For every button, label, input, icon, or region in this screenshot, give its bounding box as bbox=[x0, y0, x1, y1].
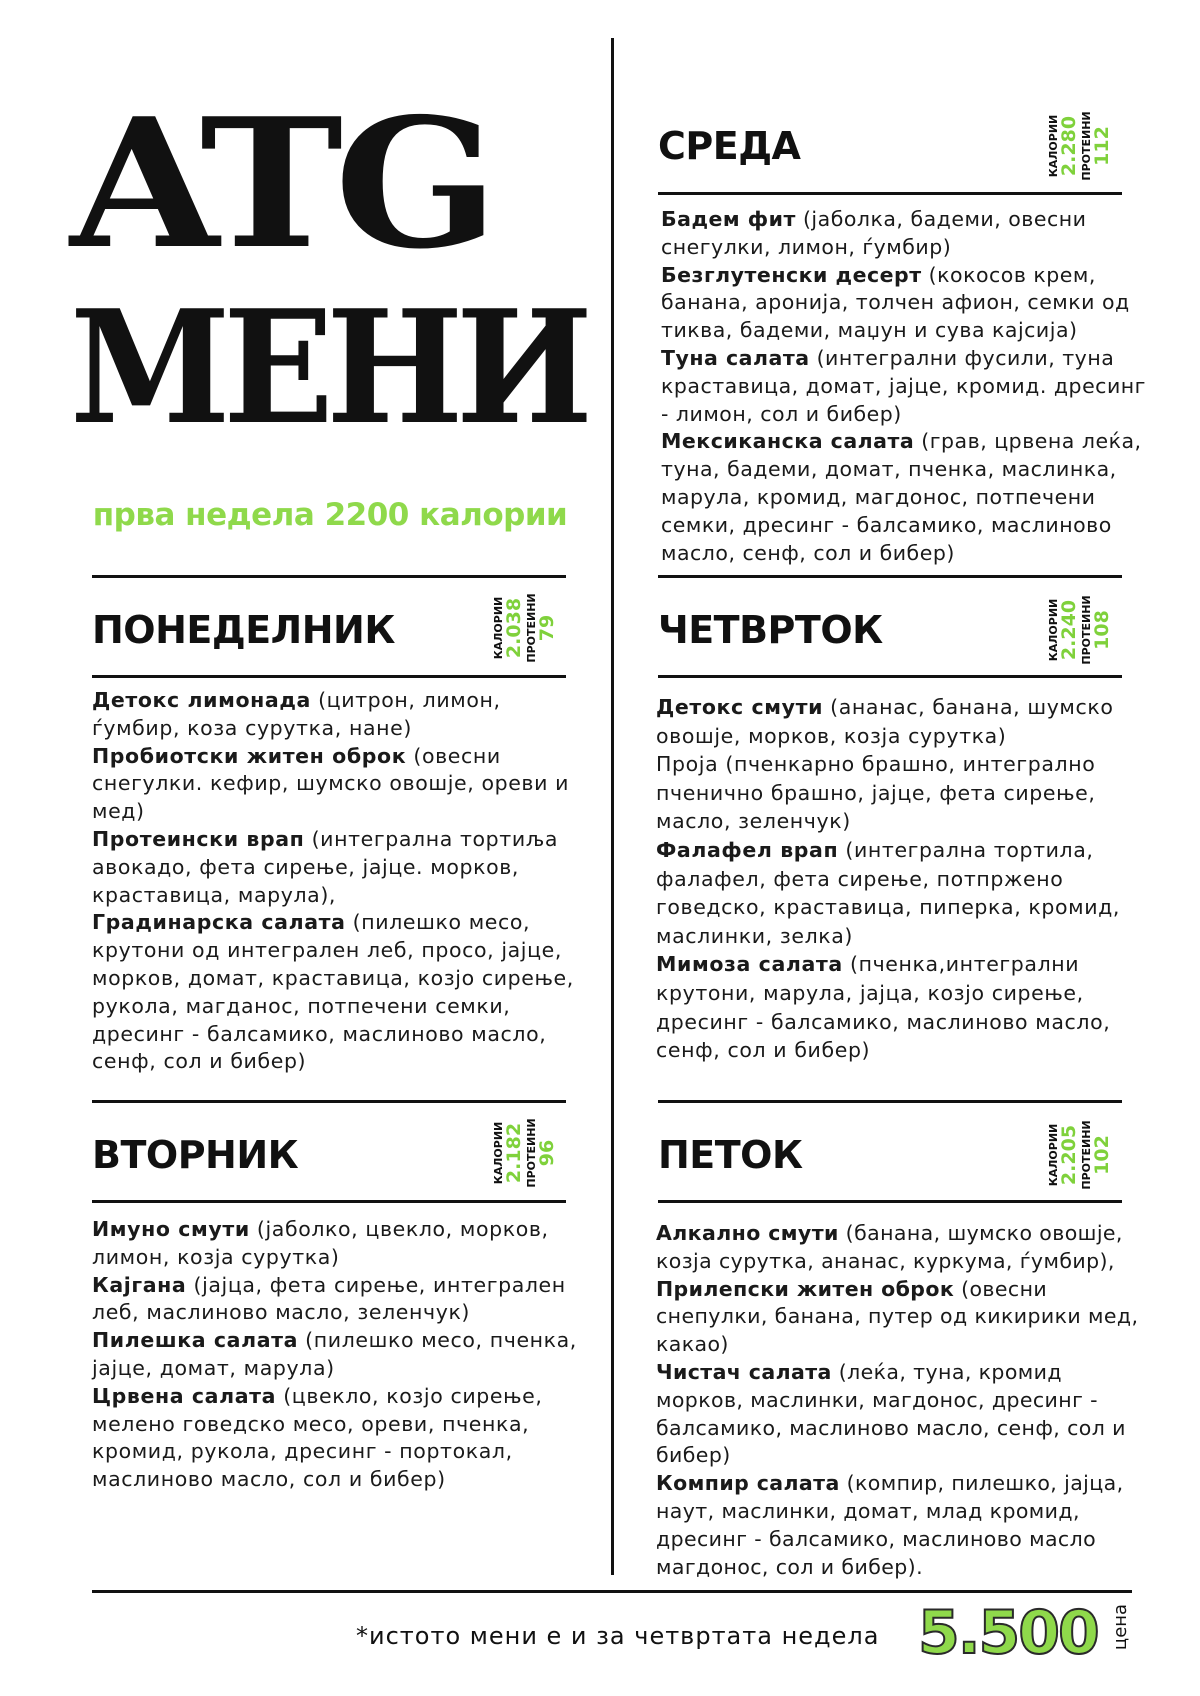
protein-label: ПРОТЕИНИ bbox=[525, 593, 538, 663]
thursday-protein: 108 bbox=[1091, 610, 1113, 650]
monday-calories: 2.038 bbox=[503, 597, 525, 659]
calories-label: КАЛОРИИ bbox=[1047, 114, 1060, 178]
wednesday-title: СРЕДА bbox=[658, 124, 801, 168]
tuesday-title: ВТОРНИК bbox=[92, 1133, 299, 1177]
price: 5.500 bbox=[918, 1598, 1098, 1668]
monday-protein: 79 bbox=[536, 614, 558, 642]
meal-name: Мексиканска салата bbox=[661, 429, 915, 454]
meal-name: Протеински врап bbox=[92, 826, 305, 851]
meal-ingredients: (грав, црвена леќа, туна, бадеми, домат, пченка, маслинка, марула, кромид, магдонос, потпечени семки, дресинг - балсамико, маслиново масло, сенф, сол и бибер) bbox=[661, 429, 1142, 565]
protein-label: ПРОТЕИНИ bbox=[1080, 595, 1093, 665]
friday-calories: 2.205 bbox=[1058, 1124, 1080, 1186]
thursday-bottom-rule bbox=[658, 675, 1122, 678]
meal-ingredients: (интегрална тортила, фалафел, фета сирење, потпржено говедско, краставица, пиперка, кромид, маслинки, зелка) bbox=[656, 837, 1121, 948]
meal-name: Мимоза салата bbox=[656, 952, 843, 977]
menu-title-atg: ATG bbox=[70, 79, 490, 288]
friday-protein: 102 bbox=[1091, 1135, 1113, 1175]
meal-ingredients: (овесни снегулки. кефир, шумско овошје, ореви и мед) bbox=[92, 743, 570, 824]
meal-name: Кајгана bbox=[92, 1272, 187, 1297]
meal-ingredients: (кокосов крем, банана, аронија, толчен афион, семки од тиква, бадеми, маџун и сува кајсија) bbox=[661, 262, 1130, 343]
meal-ingredients: (јаболко, цвекло, морков, лимон, козја сурутка) bbox=[92, 1217, 549, 1269]
tuesday-calories: 2.182 bbox=[503, 1122, 525, 1184]
meal-ingredients: (леќа, туна, кромид морков, маслинки, магдонос, дресинг - балсамико, маслиново масло, сенф, сол и бибер) bbox=[656, 1359, 1126, 1468]
meal-name: Бадем фит bbox=[661, 207, 796, 231]
friday-title: ПЕТОК bbox=[658, 1133, 803, 1177]
meal-name: Пилешка салата bbox=[92, 1328, 299, 1353]
meal-name: Алкално смути bbox=[656, 1221, 839, 1245]
tuesday-stats-protein bbox=[526, 1103, 566, 1203]
meal-name: Детокс лимонада bbox=[92, 688, 311, 712]
meal-ingredients: (пченка,интегрални крутони, марула, јајца, козјо сирење, дресинг - балсамико, маслиново масло, сенф, сол и бибер) bbox=[656, 952, 1111, 1063]
meal-ingredients: (пилешко месо, пченка, јајце, домат, марула) bbox=[92, 1328, 577, 1380]
meal-ingredients: (интегрална тортиља авокадо, фета сирење, јајце. морков, краставица, марула), bbox=[92, 826, 559, 907]
menu-title-meni: МЕНИ bbox=[70, 276, 586, 459]
monday-meals bbox=[92, 687, 592, 1076]
column-divider bbox=[611, 38, 614, 1575]
meal-name: Компир салата bbox=[656, 1471, 840, 1496]
thursday-meals bbox=[656, 693, 1156, 1065]
friday-stats-protein bbox=[1081, 1105, 1121, 1205]
wednesday-bottom-rule bbox=[658, 192, 1122, 195]
tuesday-bottom-rule bbox=[92, 1200, 566, 1203]
calories-label: КАЛОРИИ bbox=[492, 1121, 505, 1185]
footer-rule bbox=[92, 1590, 1132, 1593]
meal-ingredients: (ананас, банана, шумско овошје, морков, козја сурутка) bbox=[656, 695, 1114, 748]
protein-label: ПРОТЕИНИ bbox=[1080, 111, 1093, 181]
meal-name: Фалафел врап bbox=[656, 837, 839, 862]
meal-name: Прилепски житен оброк bbox=[656, 1276, 955, 1301]
thursday-top-rule bbox=[658, 575, 1122, 578]
meal-ingredients: (цитрон, лимон, ѓумбир, коза сурутка, нане) bbox=[92, 688, 501, 740]
meal-name: Проја bbox=[656, 752, 719, 777]
meal-ingredients: (цвекло, козјо сирење, мелено говедско месо, ореви, пченка, кромид, рукола, дресинг - портокал, маслиново масло, сол и бибер) bbox=[92, 1383, 543, 1492]
friday-meals bbox=[656, 1220, 1156, 1581]
monday-title: ПОНЕДЕЛНИК bbox=[92, 608, 395, 652]
meal-name: Пробиотски житен оброк bbox=[92, 743, 407, 768]
tuesday-protein: 96 bbox=[536, 1139, 558, 1167]
footer-note: *истото мени е и за четвртата недела bbox=[356, 1622, 880, 1650]
calories-label: КАЛОРИИ bbox=[1047, 598, 1060, 662]
menu-subtitle: прва недела 2200 калории bbox=[92, 497, 568, 533]
monday-bottom-rule bbox=[92, 675, 566, 678]
meal-name: Детокс смути bbox=[656, 695, 824, 719]
wednesday-meals bbox=[661, 206, 1151, 567]
thursday-calories: 2.240 bbox=[1058, 599, 1080, 661]
meal-name: Туна салата bbox=[661, 345, 810, 370]
tuesday-meals bbox=[92, 1216, 597, 1494]
meal-ingredients: (овесни снепулки, банана, путер од кикирики мед, какао) bbox=[656, 1276, 1139, 1357]
friday-bottom-rule bbox=[658, 1200, 1122, 1203]
meal-name: Црвена салата bbox=[92, 1383, 277, 1408]
meal-ingredients: (интегрални фусили, туна краставица, домат, јајце, кромид. дресинг - лимон, сол и бибер) bbox=[661, 345, 1146, 426]
thursday-title: ЧЕТВРТОК bbox=[658, 608, 883, 652]
meal-ingredients: (банана, шумско овошје, козја сурутка, ананас, куркума, ѓумбир), bbox=[656, 1221, 1123, 1273]
meal-name: Градинарска салата bbox=[92, 910, 346, 935]
meal-ingredients: (јајца, фета сирење, интегрален леб, маслиново масло, зеленчук) bbox=[92, 1272, 566, 1325]
wednesday-stats-protein bbox=[1081, 96, 1121, 196]
protein-label: ПРОТЕИНИ bbox=[525, 1118, 538, 1188]
meal-ingredients: (компир, пилешко, јајца, наут, маслинки, домат, млад кромид, дресинг - балсамико, маслиново масло магдонос, сол и бибер). bbox=[656, 1471, 1124, 1579]
wednesday-calories: 2.280 bbox=[1058, 115, 1080, 177]
meal-ingredients: (јаболка, бадеми, овесни снегулки, лимон, ѓумбир) bbox=[661, 207, 1087, 259]
meal-name: Безглутенски десерт bbox=[661, 262, 922, 287]
meal-ingredients: (пилешко месо, крутони од интегрален леб, просо, јајце, морков, домат, краставица, козјо сирење, рукола, магданос, потпечени семки, дресинг - балсамико, маслиново масло, сенф, сол и бибер) bbox=[92, 910, 574, 1074]
calories-label: КАЛОРИИ bbox=[1047, 1123, 1060, 1187]
protein-label: ПРОТЕИНИ bbox=[1080, 1120, 1093, 1190]
monday-stats-protein bbox=[526, 578, 566, 678]
thursday-stats-protein bbox=[1081, 580, 1121, 680]
currency-label: цена bbox=[1110, 1603, 1131, 1651]
meal-ingredients: (пченкарно брашно, интегрално пченично брашно, јајце, фета сирење, масло, зеленчук) bbox=[656, 752, 1096, 834]
wednesday-protein: 112 bbox=[1091, 126, 1113, 166]
calories-label: КАЛОРИИ bbox=[492, 596, 505, 660]
meal-name: Имуно смути bbox=[92, 1217, 250, 1241]
meal-name: Чистач салата bbox=[656, 1359, 832, 1384]
friday-top-rule bbox=[658, 1100, 1122, 1103]
